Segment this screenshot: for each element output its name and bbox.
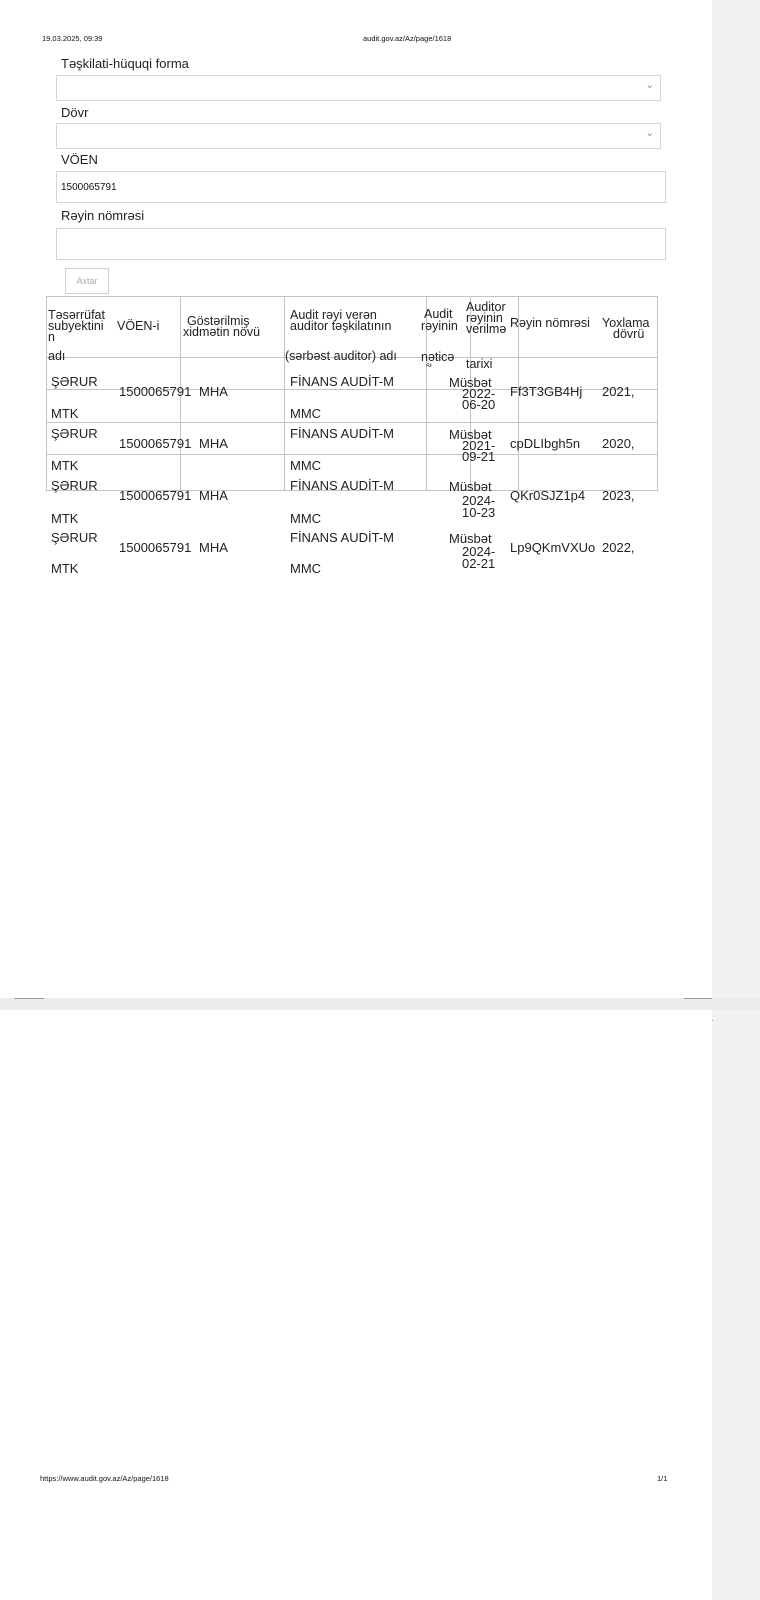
print-datetime: 19.03.2025, 09:39 [42, 34, 103, 43]
cell-name-line1: ŞƏRUR [51, 478, 98, 493]
cell-number: Lp9QKmVXUo [510, 540, 596, 555]
cell-auditor-line2: MMC [290, 406, 322, 421]
cell-name-line2: MTK [51, 458, 79, 473]
cell-period: 2021, [602, 384, 635, 399]
pdf-page-1 [14, 28, 712, 998]
th-subject-1: Təsərrüfat [48, 308, 105, 322]
cell-auditor-line2: MMC [290, 561, 322, 576]
cell-number: cpDLIbgh5n [510, 436, 581, 451]
footer-url: https://www.audit.gov.az/Az/page/1618 [40, 1474, 169, 1483]
th-date-4: tarixi [466, 357, 493, 371]
th-auditor-2: auditor təşkilatının [290, 319, 392, 333]
cell-date-line1: 2022- [462, 386, 496, 401]
cell-period: 2020, [602, 436, 635, 451]
cell-name-line2: MTK [51, 511, 79, 526]
cell-period: 2022, [602, 540, 635, 555]
cell-date-line2: 06-20 [462, 397, 496, 412]
search-button[interactable]: Axtar [65, 268, 109, 294]
cell-service: MHA [199, 540, 228, 555]
th-auditor-3: (sərbəst auditor) adı [285, 349, 397, 363]
th-number: Rəyin nömrəsi [510, 316, 590, 330]
th-result-4 [426, 363, 432, 367]
cell-name-line2: MTK [51, 406, 79, 421]
th-date-1: Auditor [466, 300, 506, 314]
voen-input[interactable] [56, 171, 666, 203]
cell-voen: 1500065791 [119, 488, 192, 503]
cell-name-line1: ŞƏRUR [51, 530, 98, 545]
th-period-1: Yoxlama [602, 316, 650, 330]
period-label: Dövr [61, 105, 89, 120]
print-url: audit.gov.az/Az/page/1618 [363, 34, 452, 43]
cell-auditor-line1: FİNANS AUDİT-M [290, 374, 395, 389]
cell-date-line1: 2021- [462, 438, 496, 453]
page-counter: 1/1 [657, 1474, 668, 1483]
cell-date-line2: 10-23 [462, 505, 496, 520]
th-period-2: dövrü [613, 327, 645, 341]
org-form-label: Təşkilati-hüquqi forma [61, 56, 189, 71]
th-subject-4: adı [48, 349, 66, 363]
cell-auditor-line1: FİNANS AUDİT-M [290, 530, 395, 545]
th-result-2: rəyinin [421, 319, 458, 333]
cell-name-line1: ŞƏRUR [51, 374, 98, 389]
crop-mark [14, 998, 44, 999]
cell-result: Müsbət [449, 427, 492, 442]
voen-label: VÖEN [61, 152, 98, 167]
chevron-down-icon: ⌄ [645, 128, 654, 139]
cell-date-line1: 2024- [462, 493, 496, 508]
cell-result: Müsbət [449, 531, 492, 546]
cell-voen: 1500065791 [119, 436, 192, 451]
crop-mark [684, 998, 712, 999]
chevron-down-icon: ⌄ [645, 80, 654, 91]
th-result-1: Audit [424, 307, 453, 321]
cell-result: Müsbət [449, 479, 492, 494]
th-date-2: rəyinin [466, 311, 503, 325]
cell-result: Müsbət [449, 375, 492, 390]
cell-date-line2: 09-21 [462, 449, 496, 464]
th-date-3: verilmə [466, 322, 507, 336]
page-separator [0, 998, 760, 1010]
viewer-right-margin [712, 0, 760, 1600]
th-auditor-1: Audit rəyi verən [290, 308, 377, 322]
opinion-number-label: Rəyin nömrəsi [61, 208, 145, 223]
cell-number: QKr0SJZ1p4 [510, 488, 586, 503]
period-select[interactable] [56, 123, 661, 149]
voen-input-value: 1500065791 [61, 182, 117, 193]
pdf-page-2 [14, 1010, 712, 1600]
cell-service: MHA [199, 436, 228, 451]
cell-period: 2023, [602, 488, 635, 503]
opinion-number-input[interactable] [56, 228, 666, 260]
cell-date-line1: 2024- [462, 544, 496, 559]
org-form-select[interactable] [56, 75, 661, 101]
cell-name-line2: MTK [51, 561, 79, 576]
th-service-1: Göstərilmiş [187, 314, 250, 328]
cell-service: MHA [199, 384, 228, 399]
cell-auditor-line2: MMC [290, 511, 322, 526]
cell-name-line1: ŞƏRUR [51, 426, 98, 441]
cell-number: Ff3T3GB4Hj [510, 384, 583, 399]
th-voen: VÖEN-i [117, 319, 160, 333]
th-subject-3: n [48, 330, 55, 344]
cell-auditor-line1: FİNANS AUDİT-M [290, 478, 395, 493]
cell-voen: 1500065791 [119, 540, 192, 555]
cell-voen: 1500065791 [119, 384, 192, 399]
th-service-2: xidmətin növü [183, 325, 261, 339]
th-result-3: nəticə [421, 350, 455, 364]
th-subject-2: subyektini [48, 319, 104, 333]
cell-auditor-line1: FİNANS AUDİT-M [290, 426, 395, 441]
cell-service: MHA [199, 488, 228, 503]
cell-date-line2: 02-21 [462, 556, 496, 571]
cell-auditor-line2: MMC [290, 458, 322, 473]
